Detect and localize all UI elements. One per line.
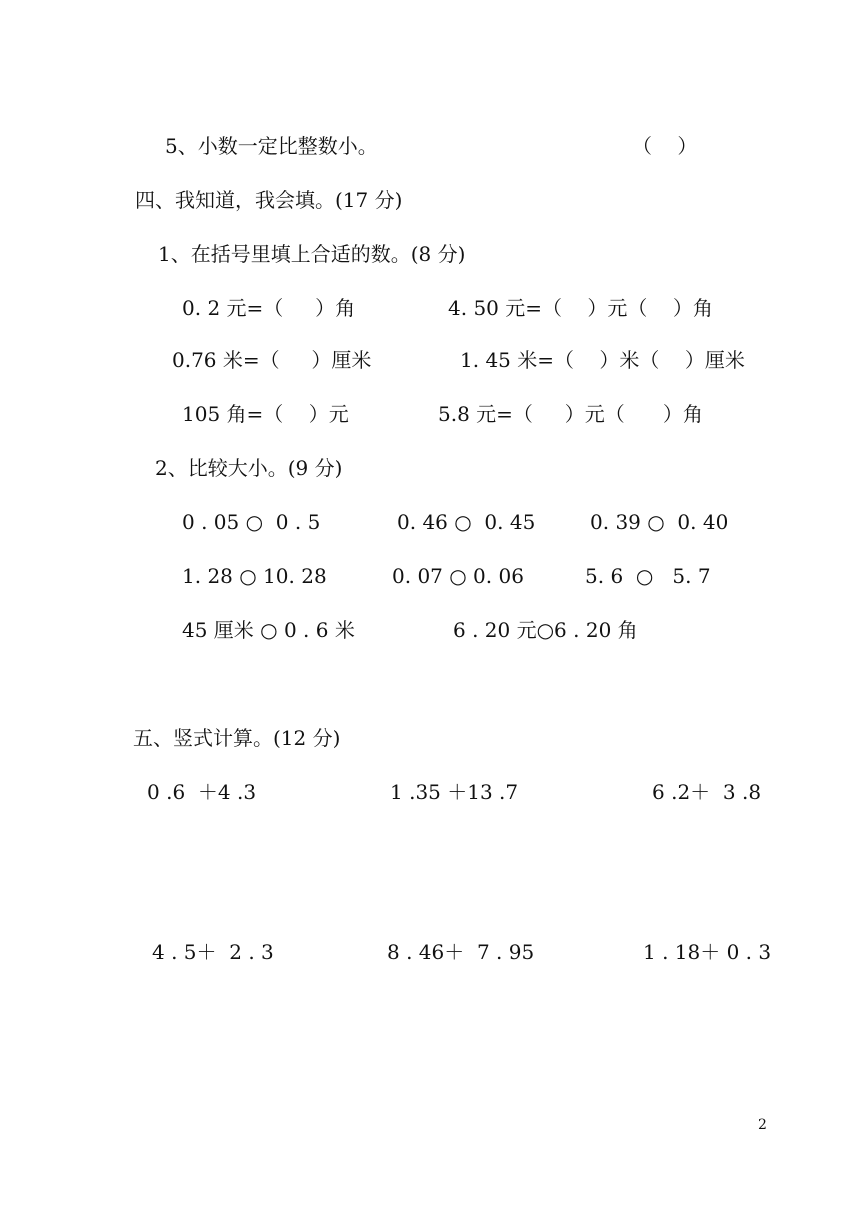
calculation-problem: 8 . 46＋ 7 . 95 xyxy=(387,940,535,964)
comparison-item: 45 厘米 ○ 0 . 6 米 xyxy=(182,618,355,642)
conversion-item: 0.76 米=（ ）厘米 xyxy=(172,348,372,372)
section4-part2-heading: 2、比较大小。(9 分) xyxy=(155,456,343,480)
page-number: 2 xyxy=(758,1117,767,1133)
comparison-item: 1. 28 ○ 10. 28 xyxy=(182,564,327,588)
calculation-problem: 1 . 18＋ 0 . 3 xyxy=(643,940,772,964)
calculation-problem: 6 .2＋ 3 .8 xyxy=(652,780,762,804)
section4-heading: 四、我知道，我会填。(17 分) xyxy=(135,188,403,212)
section4-part1-heading: 1、在括号里填上合适的数。(8 分) xyxy=(158,242,466,266)
q3-item5-text: 5、小数一定比整数小。 xyxy=(165,134,378,158)
comparison-item: 6 . 20 元○6 . 20 角 xyxy=(453,618,638,642)
comparison-item: 0. 07 ○ 0. 06 xyxy=(392,564,524,588)
conversion-item: 105 角=（ ）元 xyxy=(182,402,349,426)
conversion-item: 1. 45 米=（ ）米（ ）厘米 xyxy=(460,348,745,372)
calculation-problem: 0 .6 ＋4 .3 xyxy=(147,780,257,804)
section5-heading: 五、竖式计算。(12 分) xyxy=(133,726,341,750)
conversion-item: 4. 50 元=（ ）元（ ）角 xyxy=(448,296,713,320)
comparison-item: 5. 6 ○ 5. 7 xyxy=(585,564,711,588)
comparison-item: 0. 46 ○ 0. 45 xyxy=(397,510,536,534)
comparison-item: 0. 39 ○ 0. 40 xyxy=(590,510,729,534)
conversion-item: 5.8 元=（ ）元（ ）角 xyxy=(438,402,703,426)
calculation-problem: 1 .35 ＋13 .7 xyxy=(390,780,519,804)
calculation-problem: 4 . 5＋ 2 . 3 xyxy=(152,940,274,964)
comparison-item: 0 . 05 ○ 0 . 5 xyxy=(182,510,321,534)
q3-item5-answer-paren: （ ） xyxy=(632,134,698,158)
conversion-item: 0. 2 元=（ ）角 xyxy=(182,296,356,320)
